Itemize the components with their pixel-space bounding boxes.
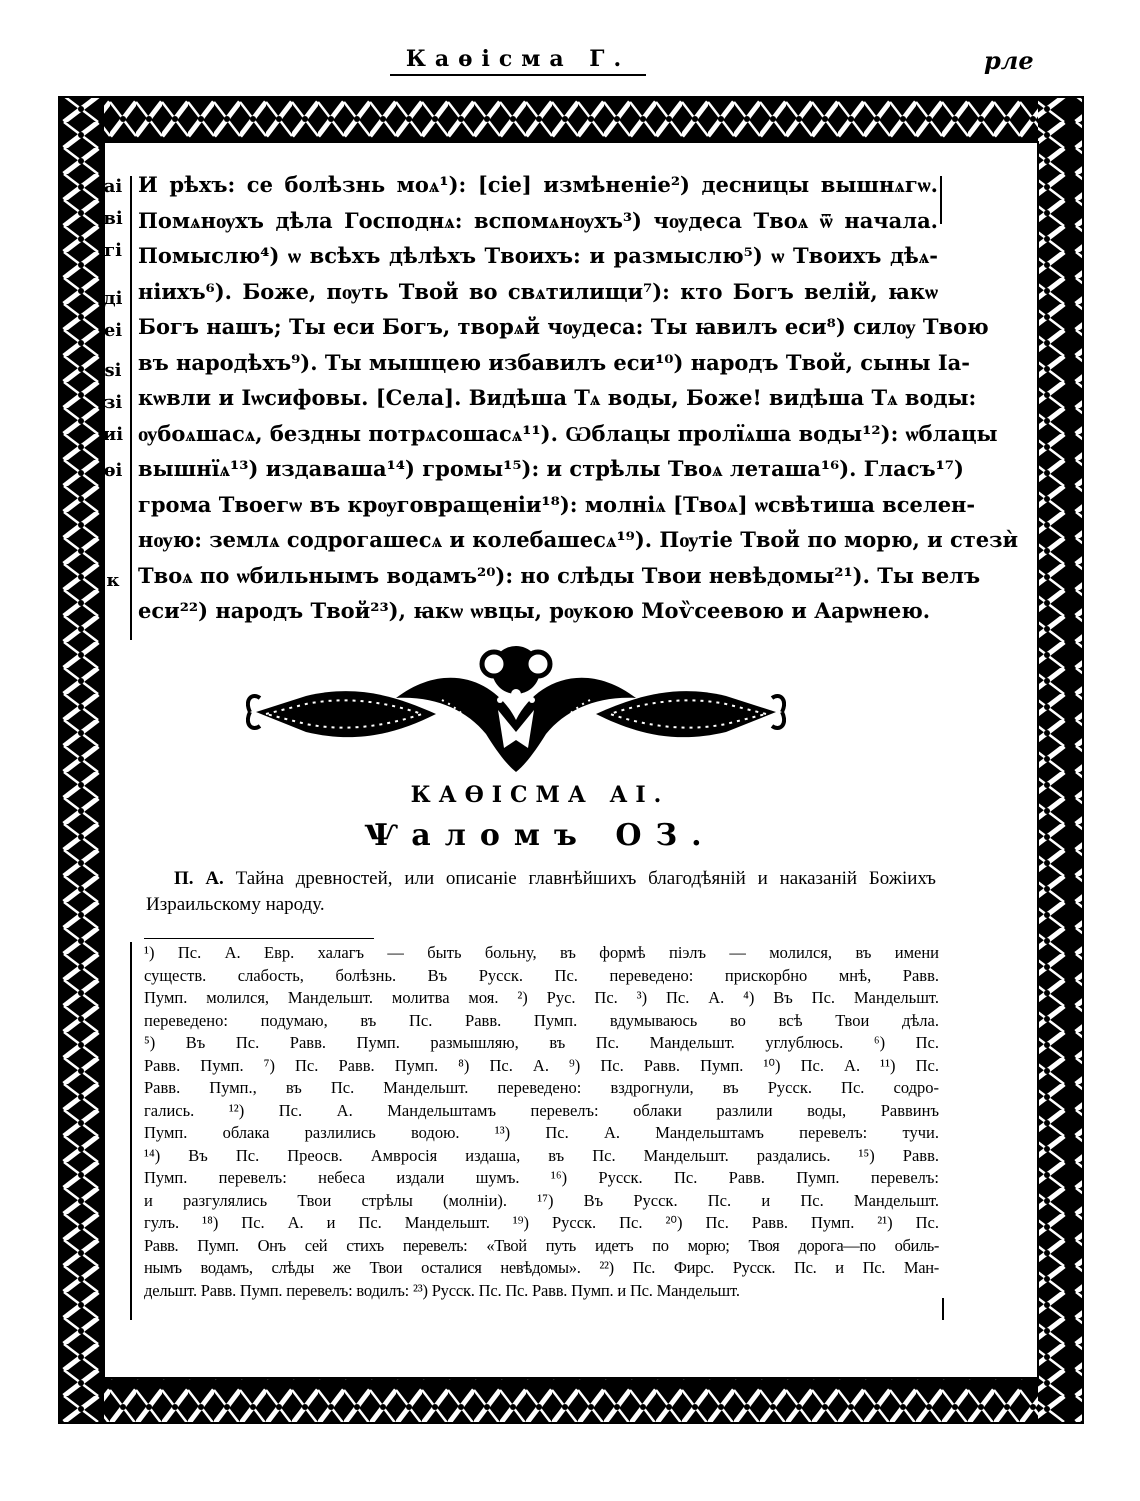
- footnote-line: Пумп. облака разлились водою. ¹³) Пс. А. Мандельштамъ перевелъ: тучи.: [144, 1123, 939, 1142]
- verse-number: ді: [103, 288, 123, 309]
- slavonic-line: въ народѣхъ⁹). Ты мышцею избавилъ еси¹⁰) народъ Твой, сыны Іа-: [138, 349, 970, 375]
- footnote-line: ⁵) Въ Пс. Равв. Пумп. размышляю, въ Пс. Мандельшт. углублюсь. ⁶) Пс.: [144, 1033, 939, 1052]
- footnote-line: нымъ водамъ, слѣды же Твои осталися невѣдомы». ²²) Пс. Фирс. Русск. Пс. и Пс. Ман-: [144, 1258, 939, 1277]
- verse-number: ві: [103, 208, 123, 229]
- slavonic-line: Твоѧ по ѡбильнымъ водамъ²⁰): но слѣды Твои невѣдомы²¹). Ты велъ: [138, 562, 981, 588]
- slavonic-line: нѹю: землѧ содрогашесѧ и колебашесѧ¹⁹). Пѹтіе Твой по морю, и стезѝ: [138, 527, 1019, 552]
- slavonic-line: кѡвли и Іѡсифовы. [Села]. Видѣша Тѧ воды, Боже! видѣша Тѧ воды:: [138, 385, 977, 410]
- footnote-line: Пумп. перевелъ: небеса издали шумъ. ¹⁶) Русск. Пс. Равв. Пумп. перевелъ:: [144, 1168, 939, 1187]
- footnote-line: гались. ¹²) Пс. А. Мандельштамъ перевелъ: облаки разлили воды, Раввинъ: [144, 1100, 939, 1120]
- verse-number: еі: [103, 320, 123, 341]
- footnote-line: переведено: подумаю, въ Пс. Равв. Пумп. вдумываюсь во всѣ Твои дѣла.: [144, 1010, 939, 1030]
- slavonic-line: Богъ нашъ; Ты еси Богъ, творѧй чѹдеса: Ты ꙗвилъ еси⁸) силѹ Твою: [138, 314, 989, 339]
- footnote-line: Равв. Пумп., въ Пс. Мандельшт. переведено: вздрогнули, въ Русск. Пс. содро-: [144, 1078, 939, 1097]
- verse-number: аі: [103, 176, 123, 197]
- headpiece-ornament: [246, 640, 786, 790]
- footnote-right-rule: [942, 1298, 944, 1320]
- verse-numbers: [96, 176, 130, 606]
- slavonic-line: вышнїѧ¹³) издаваша¹⁴) громы¹⁵): и стрѣлы Твоѧ леташа¹⁶). Гласъ¹⁷): [138, 456, 964, 481]
- footnote-line: ¹) Пс. А. Евр. халагъ — быть больну, въ формѣ піэлъ — молился, въ имени: [144, 943, 939, 962]
- footnote-line: Равв. Пумп. ⁷) Пс. Равв. Пумп. ⁸) Пс. А. ⁹) Пс. Равв. Пумп. ¹⁰) Пс. А. ¹¹) Пс.: [144, 1055, 939, 1075]
- text-right-rule: [940, 176, 942, 224]
- summary-text: Тайна древностей, или описаніе главнѣйшихъ благодѣяній и наказаній Божіихъ Израильскому народу.: [146, 868, 937, 915]
- slavonic-line: ніихъ⁶). Боже, пѹть Твой во свѧтилищи⁷): кто Богъ велій, ꙗкѡ: [138, 278, 938, 304]
- footnote-line: дельшт. Равв. Пумп. перевелъ: водилъ: ²³) Русск. Пс. Пс. Равв. Пумп. и Пс. Мандельшт.: [144, 1280, 740, 1300]
- slavonic-line: еси²²) народъ Твой²³), ꙗкѡ ѡвцы, рѹкою Моѷсеевою и Аарѡнею.: [138, 598, 931, 623]
- slavonic-line: Помыслю⁴) ѡ всѣхъ дѣлѣхъ Твоихъ: и размыслю⁵) ѡ Твоихъ дѣѧ-: [138, 243, 938, 268]
- slavonic-line: Помѧнѹхъ дѣла Господнѧ: вспомѧнѹхъ³) чѹдеса Твоѧ ѿ начала.: [138, 207, 938, 233]
- verse-column-rule: [130, 176, 132, 640]
- footnote-line: Пумп. молился, Мандельшт. молитва моя. ²) Рус. Пс. ³) Пс. А. ⁴) Въ Пс. Мандельшт.: [144, 988, 939, 1007]
- footnote-left-rule: [130, 942, 132, 1320]
- psalm-summary: [146, 866, 936, 918]
- verse-number: зі: [103, 392, 123, 413]
- verse-number: гі: [104, 240, 122, 261]
- verse-number: иі: [102, 424, 124, 445]
- psalm-title: Ѱаломъ ОЗ.: [364, 818, 716, 853]
- footnote-line: гулъ. ¹⁸) Пс. А. и Пс. Мандельшт. ¹⁹) Русск. Пс. ²⁰) Пс. Равв. Пумп. ²¹) Пс.: [144, 1213, 939, 1232]
- verse-number: ѕі: [104, 360, 122, 381]
- footnote-line: ¹⁴) Въ Пс. Преосв. Амвросія издаша, въ Пс. Мандельшт. раздались. ¹⁵) Равв.: [144, 1145, 939, 1165]
- kathisma-title: КАѲІСМА АІ.: [410, 782, 670, 808]
- running-head-rule: [390, 74, 646, 76]
- slavonic-line: грома Твоегѡ въ крѹговращеніи¹⁸): молніѧ [Твоѧ] ѡсвѣтиша вселен-: [138, 491, 976, 517]
- verse-number: ѳі: [103, 460, 123, 481]
- verse-number: к: [106, 570, 120, 591]
- footnote-rule: [144, 938, 374, 939]
- slavonic-line: ѹбоѧшасѧ, бездны потрѧсошасѧ¹¹). Ѡблацы пролїѧша воды¹²): ѡблацы: [138, 420, 998, 446]
- running-head: Каѳісма Г.: [405, 46, 631, 72]
- summary-label: П. А.: [174, 868, 224, 889]
- footnote-line: Равв. Пумп. Онъ сей стихъ перевелъ: «Твой путь идетъ по морю; Твоя дорога—по обиль-: [144, 1235, 939, 1255]
- footnote-line: и разгулялись Твои стрѣлы (молніи). ¹⁷) Въ Русск. Пс. и Пс. Мандельшт.: [144, 1190, 939, 1210]
- slavonic-line: И рѣхъ: се болѣзнь моѧ¹): [сіе] измѣненіе²) десницы вышнѧгѡ.: [138, 172, 938, 197]
- footnote-line: существ. слабость, болѣзнь. Въ Русск. Пс. переведено: прискорбно мнѣ, Равв.: [144, 965, 939, 985]
- footnotes: [144, 942, 939, 1302]
- page-number: рле: [984, 46, 1034, 75]
